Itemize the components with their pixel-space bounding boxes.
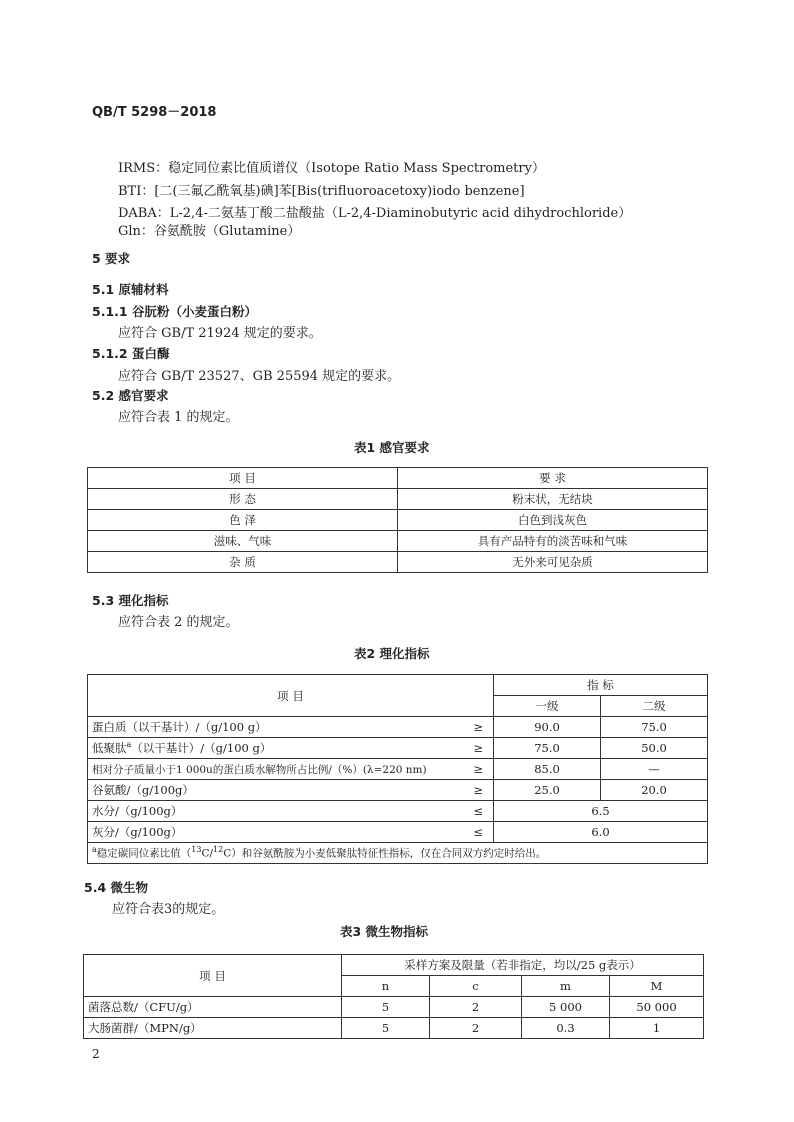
section-5-2-text: 应符合表 1 的规定。 [118, 410, 239, 425]
section-5-3-text: 应符合表 2 的规定。 [118, 615, 239, 630]
table-row [88, 759, 708, 780]
table-row [84, 997, 704, 1018]
table1-cell: 滋味、气味 [88, 531, 398, 552]
table-row [84, 1018, 704, 1039]
table2-grade1-value: 75.0 [494, 738, 601, 759]
table2-grade1-value: 90.0 [494, 717, 601, 738]
section-5-1-2-text: 应符合 GB/T 23527、GB 25594 规定的要求。 [118, 369, 401, 384]
abbr-gln: Gln：谷氨酰胺（Glutamine） [118, 224, 301, 239]
abbr-bti: BTI：[二(三氟乙酰氧基)碘]苯[Bis(trifluoroacetoxy)iodo benzene] [118, 184, 525, 199]
table3-cell: 5 000 [522, 997, 610, 1018]
table3-header-item: 项 目 [84, 955, 342, 997]
table2-symbol: ≤ [460, 801, 494, 822]
abbr-daba: DABA：L-2,4-二氨基丁酸二盐酸盐（L-2,4-Diaminobutyric acid dihydrochloride） [118, 206, 632, 221]
table2-header-row [88, 675, 708, 696]
table2-item: 水分/（g/100g） [88, 801, 460, 822]
section-5-4-text: 应符合表3的规定。 [112, 902, 225, 917]
table3-cell: 5 [342, 1018, 430, 1039]
footnote-text: C）和谷氨酰胺为小麦低聚肽特征性指标，仅在合同双方约定时给出。 [223, 847, 547, 860]
table3-cell: 2 [430, 997, 522, 1018]
page-number: 2 [92, 1047, 100, 1061]
table1-cell: 形 态 [88, 489, 398, 510]
table3-item: 菌落总数/（CFU/g） [84, 997, 342, 1018]
footnote-superscript: 13 [191, 845, 202, 855]
table3-cell: 50 000 [610, 997, 704, 1018]
document-code: QB/T 5298－2018 [92, 105, 217, 120]
table2-grade1-value: 85.0 [494, 759, 601, 780]
table2-item: 蛋白质（以干基计）/（g/100 g） [88, 717, 460, 738]
table2-footnote [88, 843, 708, 864]
table-row [88, 822, 708, 843]
table2-header-index: 指 标 [494, 675, 708, 696]
table2-grade2-value: 75.0 [601, 717, 708, 738]
table3-subheader-n: n [342, 976, 430, 997]
table1-cell: 无外来可见杂质 [398, 552, 708, 573]
footnote-marker: a [126, 740, 132, 750]
table3 [83, 954, 704, 1039]
section-5-1-1-text: 应符合 GB/T 21924 规定的要求。 [118, 326, 322, 341]
footnote-text: 稳定碳同位素比值（ [96, 847, 192, 860]
table1-cell: 杂 质 [88, 552, 398, 573]
table2-item: 相对分子质量小于1 000u的蛋白质水解物所占比例/（%）(λ=220 nm) [88, 759, 460, 780]
table2-symbol: ≥ [460, 759, 494, 780]
section-5-2-heading: 5.2 感官要求 [92, 388, 169, 403]
table2-symbol: ≤ [460, 822, 494, 843]
table2-symbol: ≥ [460, 780, 494, 801]
abbr-irms: IRMS：稳定同位素比值质谱仪（Isotope Ratio Mass Spectrometry） [118, 161, 545, 176]
section-5-1-heading: 5.1 原辅材料 [92, 282, 169, 297]
footnote-superscript: 12 [213, 845, 224, 855]
table-row [88, 489, 708, 510]
table3-subheader-M: M [610, 976, 704, 997]
table3-cell: 0.3 [522, 1018, 610, 1039]
section-5-3-heading: 5.3 理化指标 [92, 593, 169, 608]
table3-subheader-c: c [430, 976, 522, 997]
table-row [88, 780, 708, 801]
section-5-1-2-heading: 5.1.2 蛋白酶 [92, 346, 170, 361]
table2-grade2-value: 50.0 [601, 738, 708, 759]
table2-grade2-value: — [601, 759, 708, 780]
table2 [87, 674, 708, 864]
table3-cell: 2 [430, 1018, 522, 1039]
table3-cell: 1 [610, 1018, 704, 1039]
table2-item-text: 低聚肽 [92, 741, 127, 755]
table3-cell: 5 [342, 997, 430, 1018]
table-row [88, 801, 708, 822]
table3-header-plan: 采样方案及限量（若非指定，均以/25 g表示） [342, 955, 704, 976]
table2-grade2-value: 20.0 [601, 780, 708, 801]
table2-footnote-row [88, 843, 708, 864]
table-row [88, 552, 708, 573]
table2-item-text: （以干基计）/（g/100 g） [131, 741, 272, 755]
table2-symbol: ≥ [460, 717, 494, 738]
table1-cell: 粉末状，无结块 [398, 489, 708, 510]
table3-subheader-m: m [522, 976, 610, 997]
table1 [87, 467, 708, 573]
table-row [88, 738, 708, 759]
footnote-marker: a [92, 845, 97, 855]
table1-caption: 表1 感官要求 [354, 440, 430, 455]
table-row [88, 510, 708, 531]
table2-grade1-value: 25.0 [494, 780, 601, 801]
table-row [88, 531, 708, 552]
table1-header-item: 项 目 [88, 468, 398, 489]
table3-item: 大肠菌群/（MPN/g） [84, 1018, 342, 1039]
table2-header-item: 项 目 [88, 675, 494, 717]
section-5-1-1-heading: 5.1.1 谷朊粉（小麦蛋白粉） [92, 304, 257, 319]
table2-item: 谷氨酸/（g/100g） [88, 780, 460, 801]
table1-header-requirement: 要 求 [398, 468, 708, 489]
table3-caption: 表3 微生物指标 [340, 924, 429, 939]
table3-header-row [84, 955, 704, 976]
table2-merged-value: 6.5 [494, 801, 708, 822]
table2-merged-value: 6.0 [494, 822, 708, 843]
footnote-text: C/ [201, 847, 214, 860]
section-5-4-heading: 5.4 微生物 [84, 880, 148, 895]
section-5-heading: 5 要求 [92, 251, 131, 266]
table-row [88, 717, 708, 738]
table2-symbol: ≥ [460, 738, 494, 759]
table2-header-grade2: 二级 [601, 696, 708, 717]
table1-header-row [88, 468, 708, 489]
table2-header-grade1: 一级 [494, 696, 601, 717]
table2-caption: 表2 理化指标 [354, 646, 430, 661]
table2-item [88, 738, 460, 759]
table2-item: 灰分/（g/100g） [88, 822, 460, 843]
table1-cell: 具有产品特有的淡苦味和气味 [398, 531, 708, 552]
table1-cell: 白色到浅灰色 [398, 510, 708, 531]
table1-cell: 色 泽 [88, 510, 398, 531]
